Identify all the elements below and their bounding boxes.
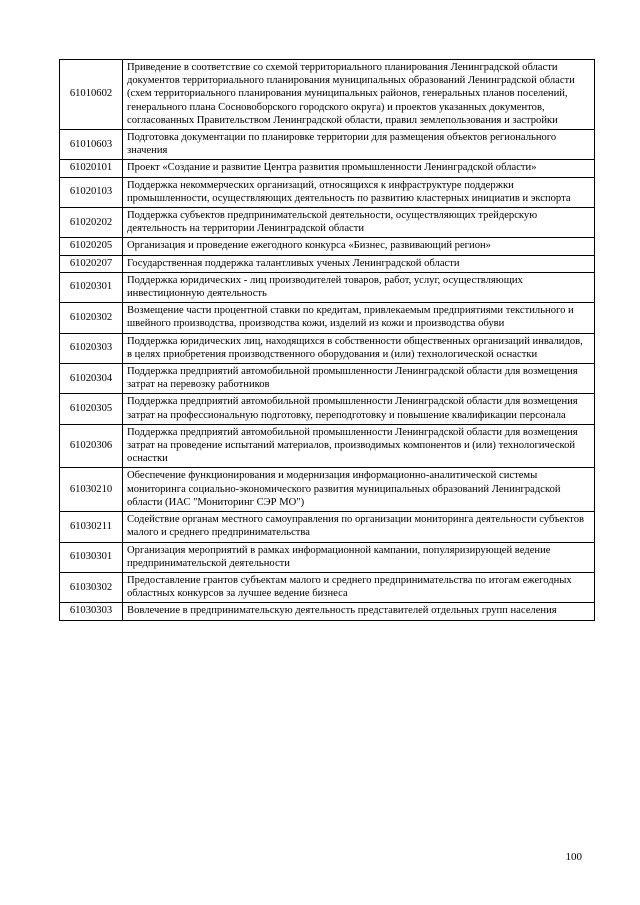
row-description: Поддержка некоммерческих организаций, относящихся к инфраструктуре поддержки промышленности, осуществляющих деятельность по развитию кластерных инициатив и экспорта — [123, 177, 595, 207]
row-code: 61030210 — [60, 468, 123, 512]
row-description: Предоставление грантов субъектам малого и среднего предпринимательства по итогам ежегодных областных конкурсов за лучшее ведение бизнеса — [123, 572, 595, 602]
row-code: 61020303 — [60, 333, 123, 363]
row-description: Организация и проведение ежегодного конкурса «Бизнес, развивающий регион» — [123, 238, 595, 255]
row-code: 61020306 — [60, 424, 123, 468]
table-row — [60, 468, 595, 512]
row-description: Подготовка документации по планировке территории для размещения объектов регионального значения — [123, 130, 595, 160]
row-description: Поддержка юридических лиц, находящихся в собственности общественных организаций инвалидов, в целях приобретения производственного оборудования и (или) технологической оснастки — [123, 333, 595, 363]
row-description: Вовлечение в предпринимательскую деятельность представителей отдельных групп населения — [123, 603, 595, 620]
row-code: 61030303 — [60, 603, 123, 620]
table-row — [60, 177, 595, 207]
table-row — [60, 572, 595, 602]
budget-codes-table — [59, 59, 595, 621]
row-description: Приведение в соответствие со схемой территориального планирования Ленинградской области документов территориального планирования муниципальных образований Ленинградской области (схем территориального планирования муниципальных районов, генеральных планов поселений, генерального плана Сосновоборского городского округа) и проектов указанных документов, согласованных Правительством Ленинградской области, правил землепользования и застройки — [123, 60, 595, 130]
row-code: 61030301 — [60, 542, 123, 572]
table-row — [60, 208, 595, 238]
table-row — [60, 238, 595, 255]
table-row — [60, 303, 595, 333]
table-body — [60, 60, 595, 621]
row-code: 61020202 — [60, 208, 123, 238]
table-row — [60, 542, 595, 572]
table-row — [60, 272, 595, 302]
table-row — [60, 130, 595, 160]
row-description: Проект «Создание и развитие Центра развития промышленности Ленинградской области» — [123, 160, 595, 177]
row-code: 61020101 — [60, 160, 123, 177]
row-description: Поддержка предприятий автомобильной промышленности Ленинградской области для возмещения затрат на профессиональную подготовку, переподготовку и повышение квалификации персонала — [123, 394, 595, 424]
row-code: 61020305 — [60, 394, 123, 424]
row-code: 61020301 — [60, 272, 123, 302]
row-description: Поддержка предприятий автомобильной промышленности Ленинградской области для возмещения затрат на проведение испытаний материалов, производимых компонентов и (или) технологической оснастки — [123, 424, 595, 468]
table-row — [60, 333, 595, 363]
table-row — [60, 512, 595, 542]
table-row — [60, 160, 595, 177]
page-number: 100 — [565, 851, 582, 863]
row-description: Государственная поддержка талантливых ученых Ленинградской области — [123, 255, 595, 272]
row-description: Поддержка субъектов предпринимательской деятельности, осуществляющих трейдерскую деятельность на территории Ленинградской области — [123, 208, 595, 238]
row-code: 61020205 — [60, 238, 123, 255]
table-row — [60, 424, 595, 468]
row-description: Поддержка юридических - лиц производителей товаров, работ, услуг, осуществляющих инвестиционную деятельность — [123, 272, 595, 302]
table-row — [60, 255, 595, 272]
row-code: 61010603 — [60, 130, 123, 160]
row-code: 61020302 — [60, 303, 123, 333]
row-code: 61010602 — [60, 60, 123, 130]
row-description: Обеспечение функционирования и модернизация информационно-аналитической системы мониторинга социально-экономического развития муниципальных образований Ленинградской области (ИАС "Мониторинг СЭР МО") — [123, 468, 595, 512]
row-description: Организация мероприятий в рамках информационной кампании, популяризирующей ведение предпринимательской деятельности — [123, 542, 595, 572]
row-code: 61020103 — [60, 177, 123, 207]
table-row — [60, 603, 595, 620]
row-code: 61030211 — [60, 512, 123, 542]
row-description: Содействие органам местного самоуправления по организации мониторинга деятельности субъектов малого и среднего предпринимательства — [123, 512, 595, 542]
table-row — [60, 364, 595, 394]
row-description: Поддержка предприятий автомобильной промышленности Ленинградской области для возмещения затрат на перевозку работников — [123, 364, 595, 394]
row-code: 61030302 — [60, 572, 123, 602]
table-row — [60, 60, 595, 130]
table-row — [60, 394, 595, 424]
row-code: 61020207 — [60, 255, 123, 272]
row-description: Возмещение части процентной ставки по кредитам, привлекаемым предприятиями текстильного и швейного производства, производства кожи, изделий из кожи и производства обуви — [123, 303, 595, 333]
row-code: 61020304 — [60, 364, 123, 394]
